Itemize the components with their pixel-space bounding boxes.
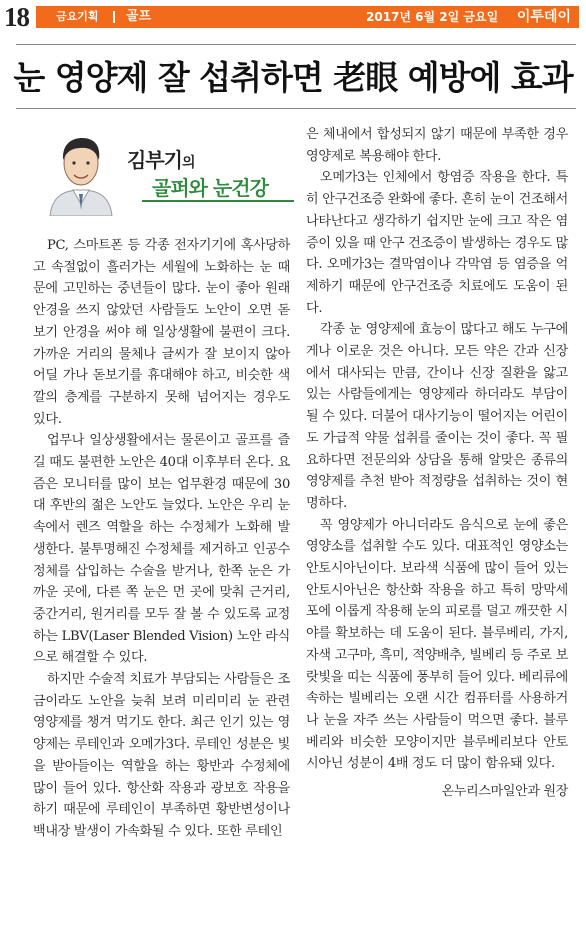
page-header (0, 0, 586, 34)
column-title: 골퍼와 눈건강 (152, 176, 268, 200)
band-divider (113, 11, 115, 23)
author-suffix: 의 (181, 155, 195, 171)
article-right-column (306, 124, 568, 803)
category-label: 골프 (126, 9, 152, 24)
column-header (32, 120, 294, 220)
headline-bottom-rule (16, 108, 576, 109)
article-left-column (33, 235, 290, 843)
author-signature: 온누리스마일안과 원장 (441, 784, 568, 800)
issue-date: 2017년 6월 2일 금요일 (366, 10, 499, 24)
paragraph: 하지만 수술적 치료가 부담되는 사람들은 조금이라도 노안을 늦춰 보려 미리미리 눈 관련 영양제를 챙겨 먹기도 한다. 최근 인기 있는 영양제는 루테인과 오메가3다. 루테인 성분은 빛을 받아들이는 역할을 하는 황반과 수정체에 많이 들어 있다. 항산화 작용과 광보호 작용을 하기 때문에 루테인이 부족하면 황반변성이나 백내장 발생이 가속화될 수 있다. 또한 루테인 (33, 672, 290, 839)
paragraph: PC, 스마트폰 등 각종 전자기기에 혹사당하고 속절없이 흘러가는 세월에 노화하는 눈 때문에 고민하는 중년들이 많다. 눈이 좋아 원래 안경을 쓰지 않았던 사람들도 노안이 오면 돋보기 안경을 써야 해 일상생활에 불편이 크다. 가까운 거리의 물체나 글씨가 잘 보이지 않아 어딜 가나 돋보기를 휴대해야 하고, 비슷한 색깔의 층계를 구분하지 못해 넘어지는 경우도 있다. (33, 238, 290, 427)
author-portrait (46, 130, 116, 216)
newspaper-name: 이투데이 (516, 9, 571, 25)
page-number: 18 (4, 2, 29, 32)
section-band (36, 6, 579, 28)
paragraph: 각종 눈 영양제에 효능이 많다고 해도 누구에게나 이로운 것은 아니다. 모든 약은 간과 신장에서 대사되는 만큼, 간이나 신장 질환을 앓고 있는 사람들에게는 영양제라 하더라도 부담이 될 수 있다. 더불어 대사기능이 떨어지는 어린이도 가급적 약물 섭취를 줄이는 것이 좋다. 꼭 필요하다면 전문의와 상담을 통해 알맞은 종류의 영양제를 추천 받아 적정량을 섭취하는 것이 현명하다. (306, 322, 568, 511)
column-title-underline (142, 200, 294, 202)
author-name: 김부기 (127, 148, 182, 172)
paragraph: 오메가3는 인체에서 항염증 작용을 한다. 특히 안구건조증 완화에 좋다. 흔히 눈이 건조해서 나타난다고 생각하기 쉽지만 눈에 크고 작은 염증이 있을 때 안구 건조증이 발생하는 경우도 많다. 오메가3는 결막염이나 각막염 등 염증을 억제하기 때문에 안구건조증 치료에도 도움이 된다. (306, 170, 568, 316)
column-author (127, 144, 195, 173)
headline-top-rule (16, 44, 576, 45)
section-label: 금요기획 (56, 10, 99, 23)
paragraph: 꼭 영양제가 아니더라도 음식으로 눈에 좋은 영양소를 섭취할 수도 있다. 대표적인 영양소는 안토시아닌이다. 보라색 식품에 많이 들어 있는 안토시아닌은 항산화 작용을 하고 특히 망막세포에 이롭게 작용해 눈의 피로를 덜고 깨끗한 시야를 확보하는 데 도움이 된다. 블루베리, 가지, 자색 고구마, 흑미, 적양배추, 빌베리 등 주로 보랏빛을 띠는 식품에 풍부히 들어 있다. 베리류에 속하는 빌베리는 오랜 시간 컴퓨터를 사용하거나 눈을 자주 쓰는 사람들이 먹으면 좋다. 블루베리와 비슷한 모양이지만 블루베리보다 안토시아닌 성분이 4배 정도 더 많이 함유돼 있다. (306, 517, 568, 772)
paragraph: 업무나 일상생활에서는 물론이고 골프를 즐길 때도 불편한 노안은 40대 이후부터 온다. 요즘은 모니터를 많이 보는 업무환경 때문에 30대 후반의 젊은 노안도 늘었다. 노안은 우리 눈 속에서 렌즈 역할을 하는 수정체가 노화해 발생한다. 불투명해진 수정체를 제거하고 인공수정체를 삽입하는 수술을 받거나, 한쪽 눈은 가까운 곳에, 다른 쪽 눈은 먼 곳에 맞춰 근거리, 중간거리, 원거리를 모두 잘 볼 수 있도록 교정하는 LBV(Laser Blended Vision) 노안 라식으로 해결할 수 있다. (33, 433, 290, 666)
article-headline: 눈 영양제 잘 섭취하면 老眼 예방에 효과 (13, 58, 573, 97)
paragraph: 은 체내에서 합성되지 않기 때문에 부족한 경우 영양제로 복용해야 한다. (306, 127, 568, 164)
